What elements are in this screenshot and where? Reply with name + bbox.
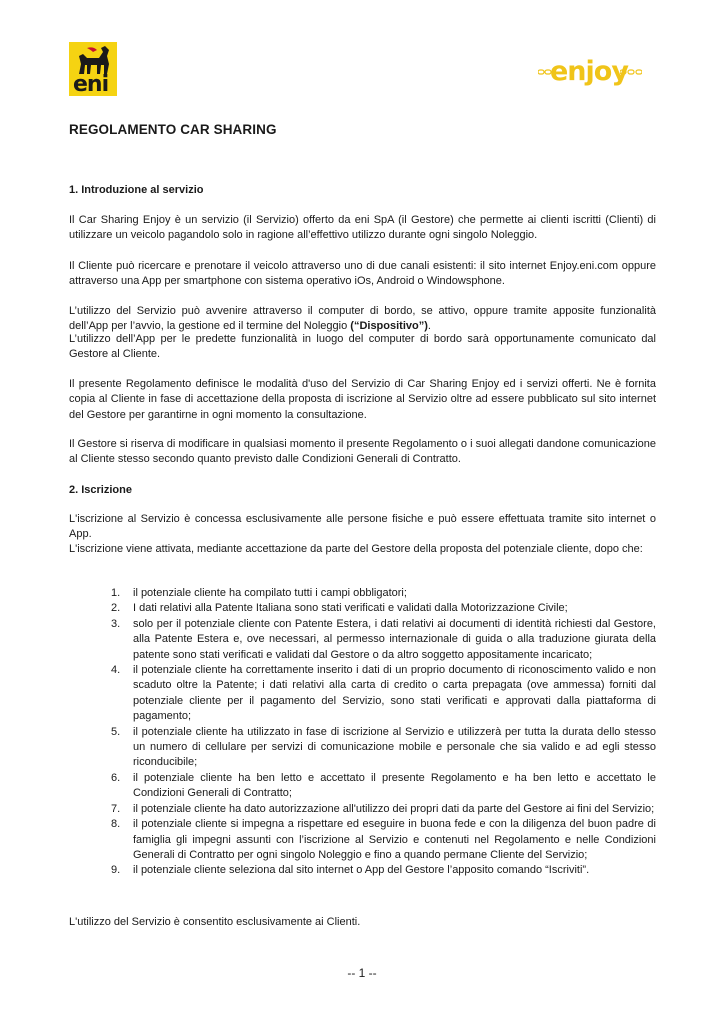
eni-wordmark: eni xyxy=(73,72,109,97)
list-item xyxy=(69,601,656,616)
list-number: 5. xyxy=(111,725,121,738)
list-number: 7. xyxy=(111,802,121,815)
list-number: 8. xyxy=(111,818,121,831)
list-item-text: il potenziale cliente ha utilizzato in fase di iscrizione al Servizio e utilizzerà per tutta la durata dello stesso un numero di cellulare per servizi di comunicazione mobile e personale che sia valido e ad egli stesso riconducibile; xyxy=(133,725,656,769)
paragraph: L'utilizzo del Servizio è consentito esclusivamente ai Clienti. xyxy=(69,916,361,928)
list-item-text: il potenziale cliente ha correttamente inserito i dati di un proprio documento di riconoscimento valido e non scaduto oltre la Patente; i dati relativi alla carta di credito o carta prepagata (ove ammessa) forniti dal potenziale cliente per il pagamento del Servizio, sono stati verificati e approvati dalla piattaforma di pagamento; xyxy=(133,664,656,723)
list-item xyxy=(69,817,656,863)
eni-logo xyxy=(69,42,117,96)
list-number: 9. xyxy=(111,864,121,877)
paragraph: Il Cliente può ricercare e prenotare il veicolo attraverso uno di due canali esistenti: il sito internet Enjoy.eni.com oppure attraverso una App per smartphone con sistema operativo iOs, Android o Windowsphone. xyxy=(69,260,656,288)
list-item xyxy=(69,586,656,601)
list-number: 1. xyxy=(111,587,121,599)
list-item xyxy=(69,663,656,725)
enjoy-wordmark: enjoy xyxy=(550,56,628,87)
page-number: -- 1 -- xyxy=(347,966,377,980)
section-heading-introduzione: 1. Introduzione al servizio xyxy=(69,184,204,196)
paragraph-text: . xyxy=(427,320,431,333)
paragraph: Il Gestore si riserva di modificare in qualsiasi momento il presente Regolamento o i suoi allegati dandone comunicazione al Cliente stesso secondo quanto previsto dalle Condizioni Generali di Contratto. xyxy=(69,438,656,466)
requirements-list xyxy=(69,586,656,879)
paragraph: L'iscrizione al Servizio è concessa esclusivamente alle persone fisiche e può essere effettuata tramite sito internet o App. xyxy=(69,513,656,541)
list-item-text: il potenziale cliente si impegna a rispettare ed eseguire in buona fede e con la diligenza del buon padre di famiglia gli impegni assunti con l’iscrizione al Servizio e contenuti nel Regolamento e nelle Condizioni Generali di Contratto per ogni singolo Noleggio e fino a quando permane Cliente del Servizio; xyxy=(133,818,656,861)
list-item-text: I dati relativi alla Patente Italiana sono stati verificati e validati dalla Motorizzazione Civile; xyxy=(133,602,568,615)
paragraph xyxy=(69,304,656,335)
section-heading-iscrizione: 2. Iscrizione xyxy=(69,484,132,496)
chain-icon xyxy=(620,69,642,75)
enjoy-logo xyxy=(538,56,642,94)
list-item xyxy=(69,771,656,802)
list-item-text: solo per il potenziale cliente con Patente Estera, i dati relativi ai documenti di identità richiesti dal Gestore, alla Patente Estera e, ove necessari, al permesso internazionale di guida o alla traduzione giurata della patente sono stati verificati e validati dal Gestore o da altro soggetto appositamente incaricato; xyxy=(133,617,656,661)
paragraph-text: L’utilizzo del Servizio può avvenire attraverso il computer di bordo, se attivo, oppure tramite apposite funzionalità dell’App per l’avvio, la gestione ed il termine del Noleggio xyxy=(69,305,656,333)
list-number: 4. xyxy=(111,664,121,677)
list-number: 6. xyxy=(111,771,121,784)
list-number: 3. xyxy=(111,617,121,630)
list-item-text: il potenziale cliente ha dato autorizzazione all'utilizzo dei propri dati da parte del Gestore ai fini del Servizio; xyxy=(133,802,655,815)
list-item xyxy=(69,802,656,817)
paragraph: Il Car Sharing Enjoy è un servizio (il Servizio) offerto da eni SpA (il Gestore) che permette ai clienti iscritti (Clienti) di utilizzare un veicolo pagandolo solo in ragione all’effettivo utilizzo durante ogni singolo Noleggio. xyxy=(69,214,656,242)
document-title: REGOLAMENTO CAR SHARING xyxy=(69,122,277,137)
paragraph: L’utilizzo dell’App per le predette funzionalità in luogo del computer di bordo sarà opportunamente comunicato dal Gestore al Cliente. xyxy=(69,333,656,361)
list-item xyxy=(69,725,656,771)
list-item xyxy=(69,617,656,663)
dispositivo-term: (“Dispositivo”) xyxy=(350,320,428,333)
list-item-text: il potenziale cliente ha ben letto e accettato il presente Regolamento e ha ben letto e accettato le Condizioni Generali di Contratto; xyxy=(133,771,656,800)
paragraph: Il presente Regolamento definisce le modalità d'uso del Servizio di Car Sharing Enjoy ed i servizi offerti. Ne è fornita copia al Cliente in fase di accettazione della proposta di iscrizione al Servizio oltre ad essere pubblicato sul sito internet del Gestore per garantirne in ogni momento la consultazione. xyxy=(69,378,656,421)
paragraph: L'iscrizione viene attivata, mediante accettazione da parte del Gestore della proposta del potenziale cliente, dopo che: xyxy=(69,543,643,555)
list-item-text: il potenziale cliente seleziona dal sito internet o App del Gestore l’apposito comando “Iscriviti”. xyxy=(133,864,590,877)
list-item xyxy=(69,863,656,878)
list-number: 2. xyxy=(111,602,121,615)
list-item-text: il potenziale cliente ha compilato tutti i campi obbligatori; xyxy=(133,587,407,599)
